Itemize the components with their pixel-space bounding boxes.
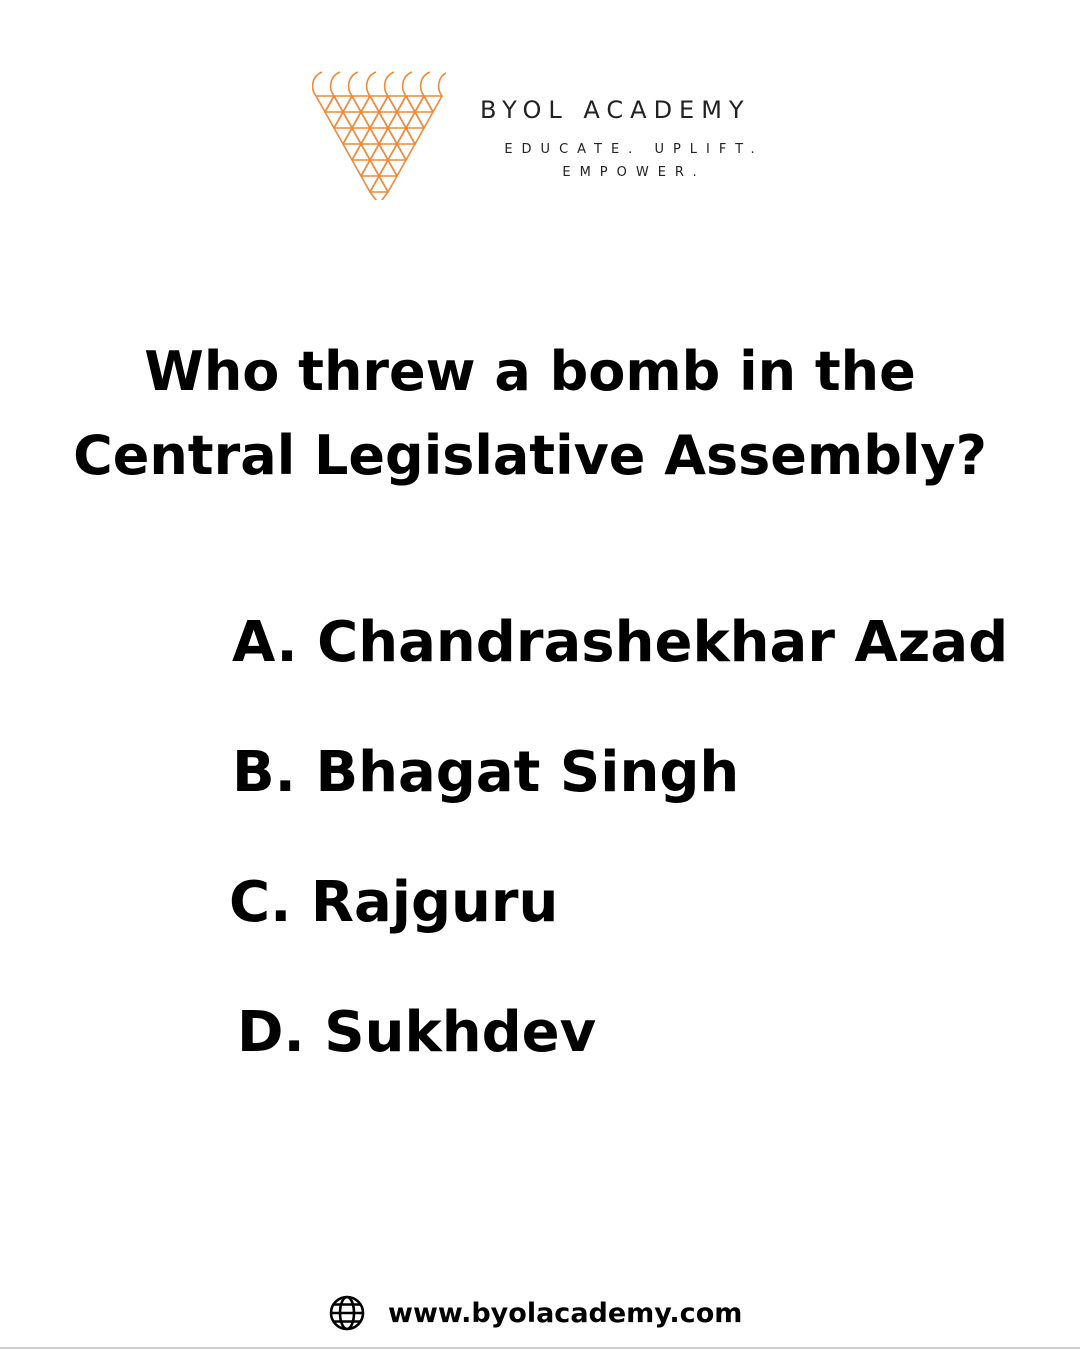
option-c[interactable]: C. Rajguru	[229, 870, 559, 935]
tagline-line-2: EMPOWER.	[562, 165, 706, 180]
question-line-1: Who threw a bomb in the	[144, 340, 916, 403]
bottom-divider	[0, 1347, 1080, 1349]
website-link[interactable]: www.byolacademy.com	[388, 1297, 743, 1329]
question-line-2: Central Legislative Assembly?	[73, 424, 987, 487]
tagline	[478, 138, 790, 184]
option-d[interactable]: D. Sukhdev	[237, 1000, 597, 1065]
tagline-line-1: EDUCATE. UPLIFT.	[504, 142, 764, 157]
option-a[interactable]: A. Chandrashekhar Azad	[232, 610, 1009, 675]
footer	[328, 1292, 742, 1334]
triangle-flame-logo-icon	[312, 68, 446, 200]
brand-name: BYOL ACADEMY	[480, 96, 751, 124]
globe-icon	[328, 1294, 366, 1332]
option-b[interactable]: B. Bhagat Singh	[232, 740, 740, 805]
question-text	[40, 330, 1020, 498]
